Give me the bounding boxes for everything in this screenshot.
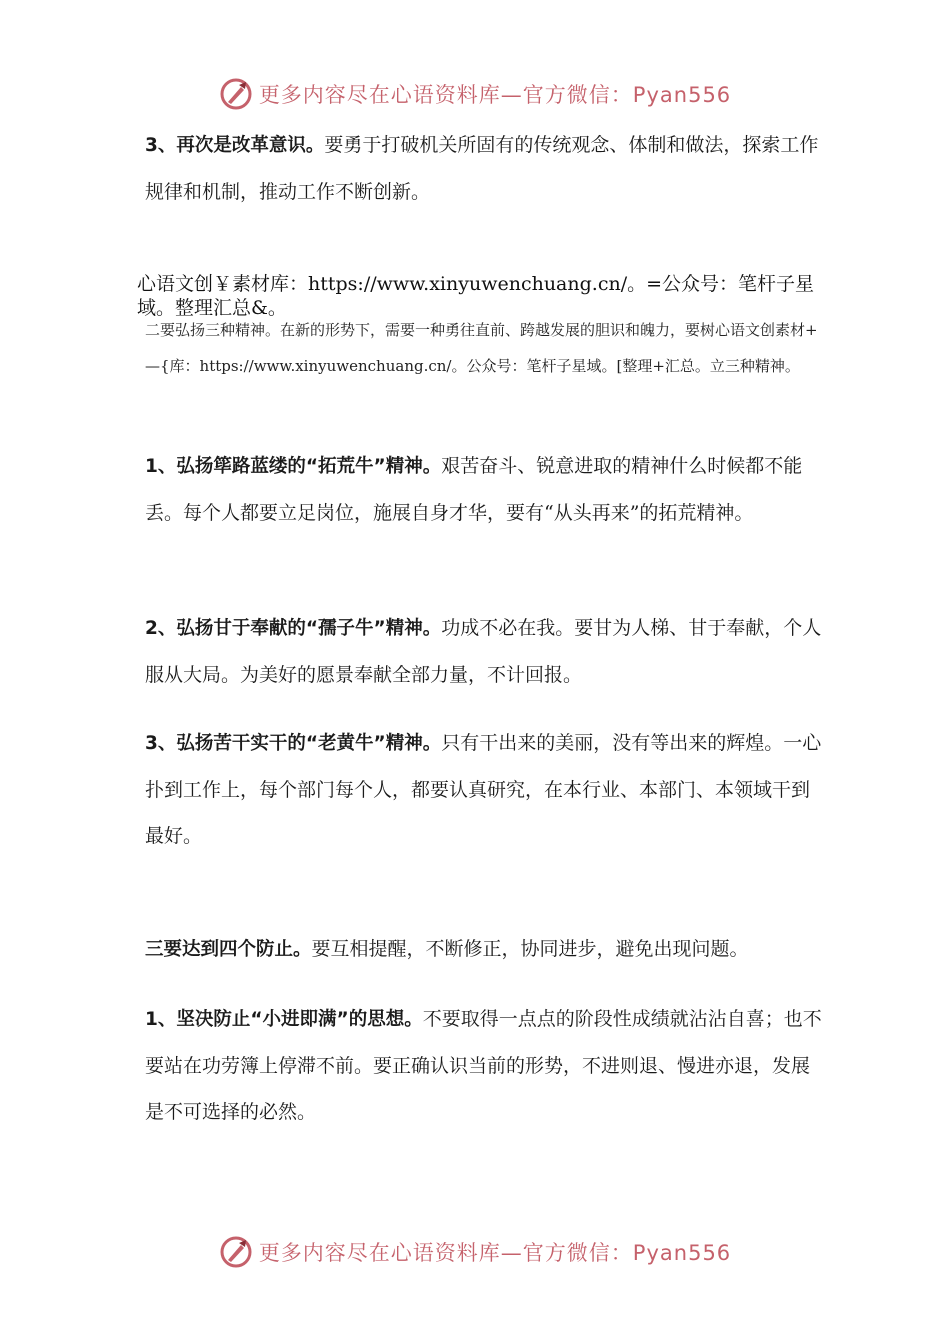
quill-logo-icon: [219, 77, 253, 111]
paragraph-heading: 1、坚决防止“小进即满”的思想。: [145, 1009, 423, 1030]
paragraph-body: 只有干出来的美丽，没有等出来的辉煌。一心扑到工作上，每个部门每个人，都要认真研究，在本行业、本部门、本领域干到最好。: [145, 732, 822, 847]
paragraph-heading: 3、再次是改革意识。: [145, 135, 325, 156]
header-banner: [0, 72, 950, 116]
paragraph-body: 要勇于打破机关所固有的传统观念、体制和做法，探索工作规律和机制，推动工作不断创新。: [145, 134, 819, 203]
paragraph-body: 要互相提醒，不断修正，协同进步，避免出现问题。: [311, 938, 749, 960]
banner-text: 更多内容尽在心语资料库—官方微信：Pyan556: [258, 1241, 732, 1265]
paragraph-body: 功成不必在我。要甘为人梯、甘于奉献，个人服从大局。为美好的愿景奉献全部力量，不计回报。: [145, 617, 822, 686]
paragraph-heading: 三要达到四个防止。: [145, 939, 312, 960]
paragraph-three-spirits-intro: 二要弘扬三种精神。在新的形势下，需要一种勇往直前、跨越发展的胆识和魄力，要树心语文创素材+—{库：https://www.xinyuwenchuang.cn/。公众号：笔杆子星域。[整理+汇总。立三种精神。: [145, 321, 818, 375]
banner-text: 更多内容尽在心语资料库—官方微信：Pyan556: [258, 83, 732, 107]
quill-logo-icon: [219, 1235, 253, 1269]
paragraph-prevent-complacency: [145, 996, 825, 1135]
paragraph-dedication-spirit: [145, 605, 825, 698]
paragraph-hardwork-spirit: [145, 720, 825, 859]
paragraph-reform-awareness: [145, 122, 825, 215]
paragraph-heading: 2、弘扬甘于奉献的“孺子牛”精神。: [145, 618, 442, 639]
watermark-text: 心语文创￥素材库：https://www.xinyuwenchuang.cn/。=公众号：笔杆子星域。整理汇总&。: [137, 273, 815, 319]
paragraph-heading: 3、弘扬苦干实干的“老黄牛”精神。: [145, 733, 442, 754]
paragraph-four-preventions: [145, 926, 825, 973]
paragraph-pioneer-spirit: [145, 443, 825, 536]
paragraph-body: 不要取得一点点的阶段性成绩就沾沾自喜；也不要站在功劳簿上停滞不前。要正确认识当前的形势，不进则退、慢进亦退，发展是不可选择的必然。: [145, 1008, 822, 1123]
paragraph-heading: 1、弘扬筚路蓝缕的“拓荒牛”精神。: [145, 456, 442, 477]
paragraph-body: 艰苦奋斗、锐意进取的精神什么时候都不能丢。每个人都要立足岗位，施展自身才华，要有“从头再来”的拓荒精神。: [145, 455, 803, 524]
footer-banner: [0, 1230, 950, 1274]
